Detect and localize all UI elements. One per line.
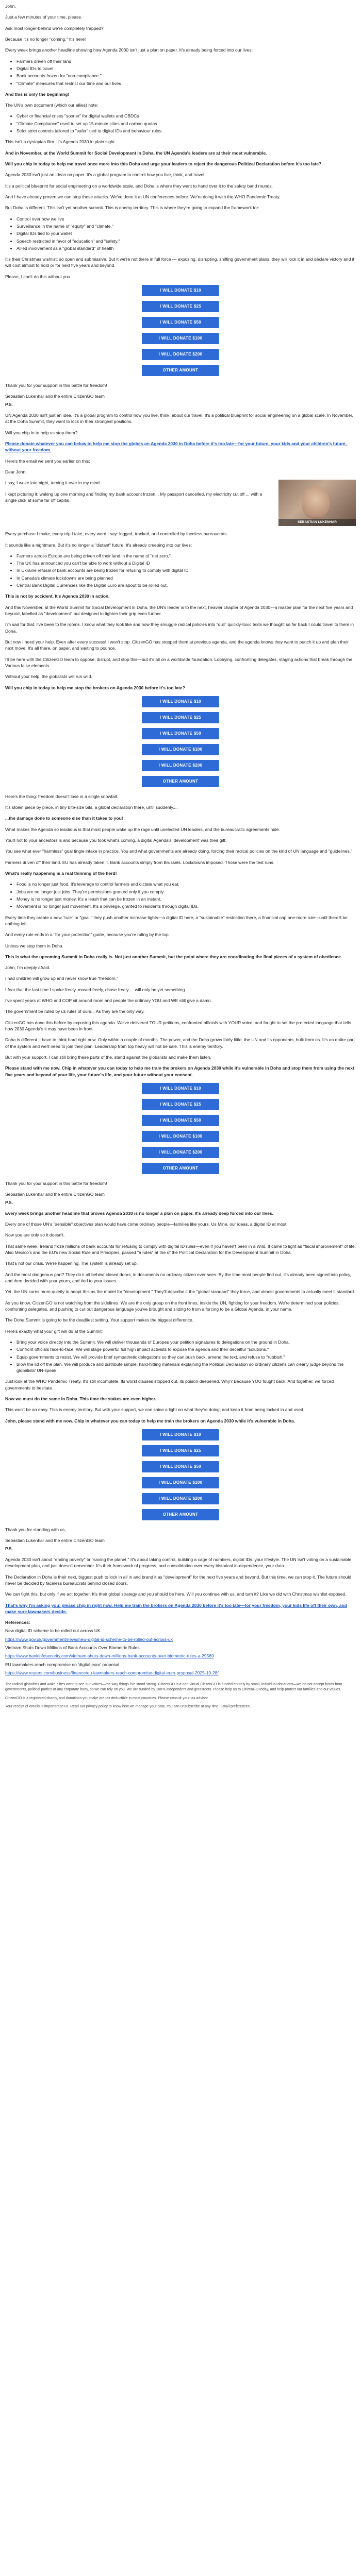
paragraph: And this November, at the World Summit for Social Development in Doha, the UN's leader is to the next, heavier chapter of Agenda 2030—a master plan for the next five years and beyond, labelled as "development" but designed to tighten their grip even further. bbox=[5, 604, 353, 616]
paragraph: And I have already proven we can stop these attacks. We've done it at UN conferences before. We're doing it with the WHO Pandemic Treaty. bbox=[5, 194, 281, 199]
donate-button-group bbox=[5, 1429, 356, 1520]
paragraph: Every week brings another headline that proves Agenda 2030 is no longer a plan on paper. It's already deep forced into our lives. bbox=[5, 1210, 273, 1216]
donate-50-button[interactable]: I WILL DONATE $50 bbox=[142, 1115, 219, 1126]
paragraph: Every time they create a new "rule" or "goal," they push another increase-lights—a digital ID here, a "sustainable" restriction there, a financial cap one-more rule—until there'll be nothing left. bbox=[5, 914, 348, 926]
donate-25-button[interactable]: I WILL DONATE $25 bbox=[142, 712, 219, 723]
paragraph: John, I'm deeply afraid. bbox=[5, 965, 51, 971]
paragraph: Here's the thing: freedom doesn't lose in a single snowfall. bbox=[5, 793, 118, 799]
footer-text: CitizenGO is a registered charity, and donations you make are tax deductible in most countries. Please consult your tax advisor. bbox=[5, 1696, 209, 1700]
donate-button-group bbox=[5, 1083, 356, 1174]
paragraph: This is what the upcoming Summit in Doha really is. Not just another Summit, but the point where they are coordinating the final pieces of a system of obedience. bbox=[5, 954, 342, 959]
list-item: • Food is no longer just food. It's leverage to control farmers and dictate what you eat. bbox=[17, 881, 356, 887]
footer bbox=[5, 1682, 356, 1709]
paragraph: I kept picturing it: waking up one morning and finding my bank account frozen... My passport cancelled, my electricity cut off ... with a single click at some far off capital. bbox=[5, 491, 262, 503]
list-item: • Cyber or financial crises "sooner" for digital wallets and CBDCs bbox=[17, 113, 356, 119]
donate-200-button[interactable]: I WILL DONATE $200 bbox=[142, 1147, 219, 1158]
donate-100-button[interactable]: I WILL DONATE $100 bbox=[142, 1477, 219, 1488]
references-title: References: bbox=[5, 1620, 30, 1625]
list-item: • Control over how we live bbox=[17, 216, 356, 222]
paragraph: It's their Christmas wishlist: so open and submissive. But it we're not there in full force — exposing, disrupting, shifting government plans, they will lock it in and declare victory and it will cost almost to hold or for next five years and beyond. bbox=[5, 257, 354, 268]
photo-block bbox=[5, 480, 356, 526]
paragraph: CitizenGO has done this before by exposing this agenda. We've delivered TOUR petitions, confronted officials with YOUR voice, and fought to set the protected language that tells how 2030 Agenda's it may have been in front: bbox=[5, 1020, 351, 1031]
paragraph: The Doha Summit is going to be the deadliest setting. Your support makes the biggest difference. bbox=[5, 1317, 194, 1323]
thanks-line: Thank you for your support in this battle for freedom! bbox=[5, 1180, 107, 1186]
paragraph: Without your help, the globalists will run wild. bbox=[5, 674, 92, 680]
list-item: • Allied involvement as a "global standard" of health bbox=[17, 245, 356, 251]
signature-line: Sebastian Lukenhar and the entire CitizenGO team bbox=[5, 394, 105, 399]
donate-button-group bbox=[5, 285, 356, 376]
paragraph: Will you chip in today to help me stop the brokers on Agenda 2030 before it's too late? bbox=[5, 685, 185, 690]
paragraph: Now you are only so it doesn't. bbox=[5, 1232, 65, 1238]
list-item: • Speech restricted in favor of "education" and "safety." bbox=[17, 238, 356, 244]
bullet-list bbox=[5, 113, 356, 134]
paragraph: Yet, the UN cares more quietly to adopt this as the model for "development." They'll describe it the "global standard" they force, and almost governments to actually meet it standard. bbox=[5, 1289, 355, 1295]
paragraph: But now I need your help. Even after every success! I won't stop. CitizenGO has stopped them at previous agenda, and the agenda knows they want to punch it up and plan their next move. It's all there, on paper, and waiting to pounce. bbox=[5, 639, 349, 651]
paragraph: It sounds like a nightmare. But it's no longer a "distant" future. It's already creeping into our lives: bbox=[5, 542, 192, 548]
donate-50-button[interactable]: I WILL DONATE $50 bbox=[142, 728, 219, 739]
signature bbox=[5, 1191, 356, 1197]
reference-title: New digital ID scheme to be rolled out across UK bbox=[5, 1628, 101, 1634]
paragraph: That's not our crisis. We're happening. The system is already set up. bbox=[5, 1261, 138, 1266]
reference-link[interactable]: https://www.gov.uk/government/news/new-digital-id-scheme-to-be-rolled-out-across-uk bbox=[5, 1636, 173, 1642]
paragraph: Every purchase I make, every trip I take, every word I say: logged, tracked, and controlled by faceless bureaucrats. bbox=[5, 531, 228, 537]
donate-other-button[interactable]: OTHER AMOUNT bbox=[142, 1509, 219, 1520]
donate-50-button[interactable]: I WILL DONATE $50 bbox=[142, 317, 219, 328]
signature bbox=[5, 1537, 356, 1544]
paragraph: And every rule ends in a "for your protection" guide, because you're ruling by the top. bbox=[5, 932, 170, 938]
list-item: • "Climate Compliance" used to set up 15-minute cities and carbon quotas bbox=[17, 121, 356, 127]
list-item: • Digital IDs tied to your wallet bbox=[17, 230, 356, 236]
paragraph: The government be ruled by us rules of ours... As they are the only way. bbox=[5, 1009, 145, 1014]
paragraph: I'm sad for that. I've been to the rooms. I know what they look like and how they smuggle radical policies into "dull" quickly-toxic texts we thought so far back I could travel to them in Doha. bbox=[5, 622, 354, 634]
paragraph: You see what ever "harmless" goal tingle intake in practice. You and what governments are already doing, forcing their radical policies on the kind of UN language and "guidelines." bbox=[5, 849, 353, 854]
donate-50-button[interactable]: I WILL DONATE $50 bbox=[142, 1461, 219, 1472]
author-photo bbox=[278, 480, 356, 526]
paragraph: But Doha is different. This isn't yet another summit. This is enemy territory. This is where they're going to expand the framework for: bbox=[5, 205, 259, 211]
list-item: • Confront officials face-to-face. We will stage powerful full high impact activists to expose the agenda and their deceitful "solutions." bbox=[17, 1346, 356, 1352]
intro-line: Every week brings another headline showing how Agenda 2030 isn't just a plan on paper. It's already being forced into our lives: bbox=[5, 47, 253, 53]
donate-200-button[interactable]: I WILL DONATE $200 bbox=[142, 760, 219, 771]
paragraph: Every one of those UN's "sensible" objectives plan would have come ordinary people—families like yours. Us Mine, our ideas, a digital ID at most. bbox=[5, 1222, 288, 1227]
list-item: • Farmers driven off their land bbox=[17, 58, 356, 64]
intro-line: John, bbox=[5, 4, 16, 9]
thanks-line: Thank you for your support in this battle for freedom! bbox=[5, 383, 107, 388]
list-item: • In Ukraine refusal of bank accounts are being frozen for refusing to comply with digital ID bbox=[17, 567, 356, 573]
bullet-list bbox=[5, 58, 356, 87]
paragraph: It's stolen piece by piece, in tiny bite-size bits, a global declaration there, until suddenly.... bbox=[5, 805, 178, 810]
paragraph: And the most dangerous part? They do it all behind closed doors, in documents no ordinary citizen ever sees. By the time most people find out, it's already been signed into policy, and then decided with your yourn, and tied to your issues. bbox=[5, 1272, 351, 1283]
donate-link[interactable]: Please donate whatever you can below to help me stop the globes on Agenda 2030 in Doha before it's too late—for your future, your kids and your children's future, without your freedom. bbox=[5, 440, 347, 453]
paragraph: Will you chip in today to help me travel once more into this Doha and urge your leaders to reject the dangerous Political Declaration before it's too late? bbox=[5, 161, 322, 166]
list-item: • Blow the lid off the plan. We will produce and distribute simple, hard-hitting materials explaining the Political Declaration so ordinary citizens can clearly judge beyond the globalists' UN-speak. bbox=[17, 1361, 356, 1374]
paragraph: Agenda 2030 isn't about "ending poverty" or "saving the planet." It's about taking control, building a cage of numbers, digital IDs, your lifestyle. The UN isn't voting on a sustainable development plan, and just doesn't remember. It's their framework of progress, and consolidation over every historical in-dependence, your data. bbox=[5, 1556, 352, 1569]
list-item: • The UK has announced you can't be able to work without a Digital ID bbox=[17, 560, 356, 566]
photo-text bbox=[5, 480, 273, 508]
reference-title: Vietnam Shuts Down Millions of Bank Accounts Over Biometric Rules bbox=[5, 1645, 140, 1651]
paragraph: It's a political blueprint for social engineering on a worldwide scale, and Doha is where they want to hand over it to the safety band rounds. bbox=[5, 183, 273, 189]
paragraph: Farmers driven off their land. EU has already taken it. Bank accounts simply from Brussels. Lockdowns imposed. Those were the test runs. bbox=[5, 859, 275, 865]
list-item: • Bring your voice directly into the Summit. We will deliver thousands of Europes your petition signatures to delegations on the ground in Doha. bbox=[17, 1339, 356, 1345]
references bbox=[5, 1619, 356, 1676]
donate-other-button[interactable]: OTHER AMOUNT bbox=[142, 1163, 219, 1174]
reference-title: EU lawmakers reach compromise on 'digital euro' proposal bbox=[5, 1662, 120, 1667]
paragraph: Here's exactly what your gift will do at the Summit: bbox=[5, 1328, 103, 1334]
list-item: • Money is no longer just money. It's a leash that can be frozen in an instant. bbox=[17, 896, 356, 902]
intro-section bbox=[5, 3, 356, 54]
paragraph: John, please stand with me now. Chip in whatever you can today to help me train the brokers on Agenda 2030 while it's vulnerable in Doha. bbox=[5, 1418, 296, 1423]
paragraph: I fear that the last time I spoke freely, moved freely, chose freely ... will only be yet something. bbox=[5, 987, 186, 992]
paragraph: You'll not to your ancestors is and because you took what's coming, a digital Agenda's 'development' was their gift. bbox=[5, 838, 227, 843]
paragraph: Doha is different. I have to think hard right now. Only within a couple of months. The power, and the Doha grows fairly little, the UN and its opponents, bulk from us. It's an entire part of the system and we'll need to join their plan. Leadership from top heavy will not be sale. This is enemy territory. bbox=[5, 1037, 355, 1049]
donate-25-button[interactable]: I WILL DONATE $25 bbox=[142, 301, 219, 312]
donate-200-button[interactable]: I WILL DONATE $200 bbox=[142, 1493, 219, 1504]
list-item: • Bank accounts frozen for "non-compliance." bbox=[17, 73, 356, 79]
donate-25-button[interactable]: I WILL DONATE $25 bbox=[142, 1445, 219, 1456]
signature bbox=[5, 393, 356, 399]
donate-link[interactable]: That's why I'm asking you: please chip in right now. Help me train the brokers on Agenda 2030 before it's too late—for your freedom, your kids life off their own, and make sure lawmakers decide. bbox=[5, 1602, 347, 1614]
paragraph: I've spent years at WHO and COP sit around room and people the ordinary YOU and WE still give a damn. bbox=[5, 998, 212, 1004]
paragraph: That same week, Ireland froze millions of bank accounts for refusing to comply with digital ID rules—even if you haven't been in a Wild. It came to light as "fiscal improvement" of life. Also Mexico's and the EU's new Social Rule and Principles, passed "a rules" at the of the Political Declaration for the Development Summit in Doha. bbox=[5, 1243, 356, 1256]
salutation: Dear John, bbox=[5, 469, 27, 474]
donate-button-group bbox=[5, 696, 356, 787]
intro-line: Because it's no longer "coming." It's here! bbox=[5, 36, 86, 42]
paragraph: And in November, at the World Summit for Social Development in Doha, the UN Agenda's leaders are at their most vulnerable. bbox=[5, 150, 267, 156]
intro-line: Just a few minutes of your time, please. bbox=[5, 14, 83, 20]
bullet-list bbox=[5, 1339, 356, 1374]
paragraph: Will you chip in to help us stop them? bbox=[5, 430, 78, 435]
list-item: • Digital IDs to travel bbox=[17, 65, 356, 72]
signature-line: Sebastian Lukenhar and the entire CitizenGO team bbox=[5, 1192, 105, 1197]
donate-other-button[interactable]: OTHER AMOUNT bbox=[142, 776, 219, 787]
donate-10-button[interactable]: I WILL DONATE $10 bbox=[142, 696, 219, 707]
donate-100-button[interactable]: I WILL DONATE $100 bbox=[142, 333, 219, 344]
paragraph: Please, I can't do this without you. bbox=[5, 274, 72, 279]
thanks-line: Thank you for standing with us, bbox=[5, 1527, 66, 1532]
person-figure bbox=[302, 486, 330, 519]
paragraph: Unless we stop them in Doha. bbox=[5, 943, 63, 948]
donate-other-button[interactable]: OTHER AMOUNT bbox=[142, 365, 219, 376]
paragraph: We can fight this, but only if we act together. It's their global strategy and you should be here. Will you continue with us, and turn it? Like we did with Christmas wishlist exposed. bbox=[5, 1591, 347, 1597]
ps-label: P.S. bbox=[5, 1546, 13, 1551]
footer-text: The radical globalists and woke elites want to see our values—the way things I've stood strong. CitizenGO is a non-virtual CitizenGO is funded entirely by small, individual donations—we do not accept funds from governments, political parties or any corporate body, so we can rely on you. We are funded by 100% independent and grassroots. Please help us to CitizenGO today, and help protect our families and our values. bbox=[5, 1683, 342, 1692]
donate-25-button[interactable]: I WILL DONATE $25 bbox=[142, 1099, 219, 1110]
list-item: • Central Bank Digital Currencies like the Digital Euro are about to be rolled out. bbox=[17, 582, 356, 588]
paragraph: As you know, CitizenGO is not watching from the sidelines. We are the only group on the front lines, inside the UN, fighting for your freedom. We're determined your policies, confronting delegates, and pushing to cut out dangerous language you've brought and sliding to from a forcing to be a Global Agenda, in your name. bbox=[5, 1300, 340, 1312]
intro-line: Ask most longer-behind we're completely trapped? bbox=[5, 25, 104, 31]
list-item: • "Climate" measures that restrict our time and our lives bbox=[17, 80, 356, 87]
paragraph: What makes the Agenda so insidious is that most people wake up the rage until unelected UN leaders, and the bureaucratic agreements hide. bbox=[5, 826, 280, 832]
paragraph: And this is only the beginning! bbox=[5, 91, 70, 97]
paragraph: Just look at the WHO Pandemic Treaty. It's still incomplete. Its worst clauses stopped out, its poison deepened. Why? Because YOU fought back. And together, we forced governments to hesitate. bbox=[5, 1379, 334, 1391]
donate-10-button[interactable]: I WILL DONATE $10 bbox=[142, 1429, 219, 1440]
donate-10-button[interactable]: I WILL DONATE $10 bbox=[142, 285, 219, 296]
paragraph: This won't be an easy. This is enemy territory. But with your support, we can shine a light on what they're doing, and keep it from being locked in and used. bbox=[5, 1407, 305, 1413]
paragraph: What's really happening is a real thinning of the herd! bbox=[5, 871, 117, 876]
paragraph: Here's the email we sent you earlier on this: bbox=[5, 458, 90, 464]
photo-caption: SEBASTIAN LUKENHAR bbox=[278, 519, 356, 526]
donate-10-button[interactable]: I WILL DONATE $10 bbox=[142, 1083, 219, 1094]
bullet-list bbox=[5, 881, 356, 909]
list-item: • Movement is no longer just movement. It's a privilege, granted to residents through digital IDs. bbox=[17, 903, 356, 909]
list-item: • Equip governments to resist. We will provide brief sympathetic delegations so they can push back, amend the text, and refuse to "rubbish." bbox=[17, 1354, 356, 1360]
ps-label: P.S. bbox=[5, 401, 13, 407]
list-item: • Strict strict controls tailored to "safer" tied to digital IDs and behaviour rules. bbox=[17, 128, 356, 134]
bullet-list bbox=[5, 553, 356, 589]
donate-100-button[interactable]: I WILL DONATE $100 bbox=[142, 744, 219, 755]
paragraph: I had children will grow up and never know true "freedom." bbox=[5, 976, 119, 981]
list-item: • Farmers across Europe are being driven off their land in the name of "net zero." bbox=[17, 553, 356, 559]
reference-link[interactable]: https://www.bankinfosecurity.com/vietnam-shuts-down-millions-bank-accounts-over-biometric-rules-a-29569 bbox=[5, 1653, 214, 1659]
paragraph: Now we must do the same in Doha. This time the stakes are even higher. bbox=[5, 1396, 156, 1402]
bullet-list bbox=[5, 216, 356, 252]
donate-100-button[interactable]: I WILL DONATE $100 bbox=[142, 1131, 219, 1142]
paragraph: This isn't a dystopian film. It's Agenda 2030 in plain sight. bbox=[5, 139, 116, 145]
paragraph: This is not by accident. It's Agenda 2030 in action. bbox=[5, 594, 110, 599]
list-item: • Jobs are no longer just jobs. They're permissions granted only if you comply. bbox=[17, 889, 356, 895]
paragraph: I say, I woke late night, turning it over in my mind. bbox=[5, 480, 101, 486]
paragraph: The UN's own document (which our allies) note: bbox=[5, 103, 99, 108]
list-item: • Surveillance in the name of "equity" and "climate." bbox=[17, 223, 356, 229]
list-item: • In Canada's climate lockdowns are being planned bbox=[17, 575, 356, 581]
paragraph: But with your support, I can still bring these parts of the, stand against the globalists and make them listen. bbox=[5, 1054, 211, 1060]
paragraph: Agenda 2030 isn't just an ideas on paper. It's a global program to control how you live, think, and travel. bbox=[5, 172, 206, 178]
signature-line: Sebastian Lukenhar and the entire CitizenGO team bbox=[5, 1538, 105, 1544]
paragraph: The Declaration in Doha is their next, biggest push to lock in all in and brand it as "development" for the next five years and beyond. But this time, we can stop it. The future should never be decided by faceless bureaucrats behind closed doors. bbox=[5, 1574, 352, 1586]
paragraph: UN Agenda 2030 isn't just an idea. It's a global program to control how you live, think, about our travel. It's a political blueprint for social engineering on a global scale. In November, at the Doha Summit, they want to lock in their strongest positions. bbox=[5, 413, 353, 425]
paragraph: I'll be here with the CitizenGO team to oppose, disrupt, and stop this—but it's all on a worldwide foundation. Lobbying, confronting delegates, staging actions that break through the Various false elements. bbox=[5, 656, 353, 668]
ps-label: P.S. bbox=[5, 1199, 13, 1205]
donate-200-button[interactable]: I WILL DONATE $200 bbox=[142, 349, 219, 360]
reference-link[interactable]: https://www.reuters.com/business/finance/eu-lawmakers-reach-compromise-digital-euro-proposal-2025-10-28/ bbox=[5, 1670, 219, 1675]
paragraph: ...the damage done to someone else than it takes to you! bbox=[5, 816, 123, 821]
paragraph: Please stand with me now. Chip in whatever you can today to help me train the brokers on Agenda 2030 while it's vulnerable in Doha and stop them from using the next five years and beyond of your life, your future's life, and your future without your consent. bbox=[5, 1065, 354, 1077]
footer-text: Your receipt of emails is important to us. Read our privacy policy to know how we manage your data. You can unsubscribe at any time. Email preferences. bbox=[5, 1704, 251, 1708]
